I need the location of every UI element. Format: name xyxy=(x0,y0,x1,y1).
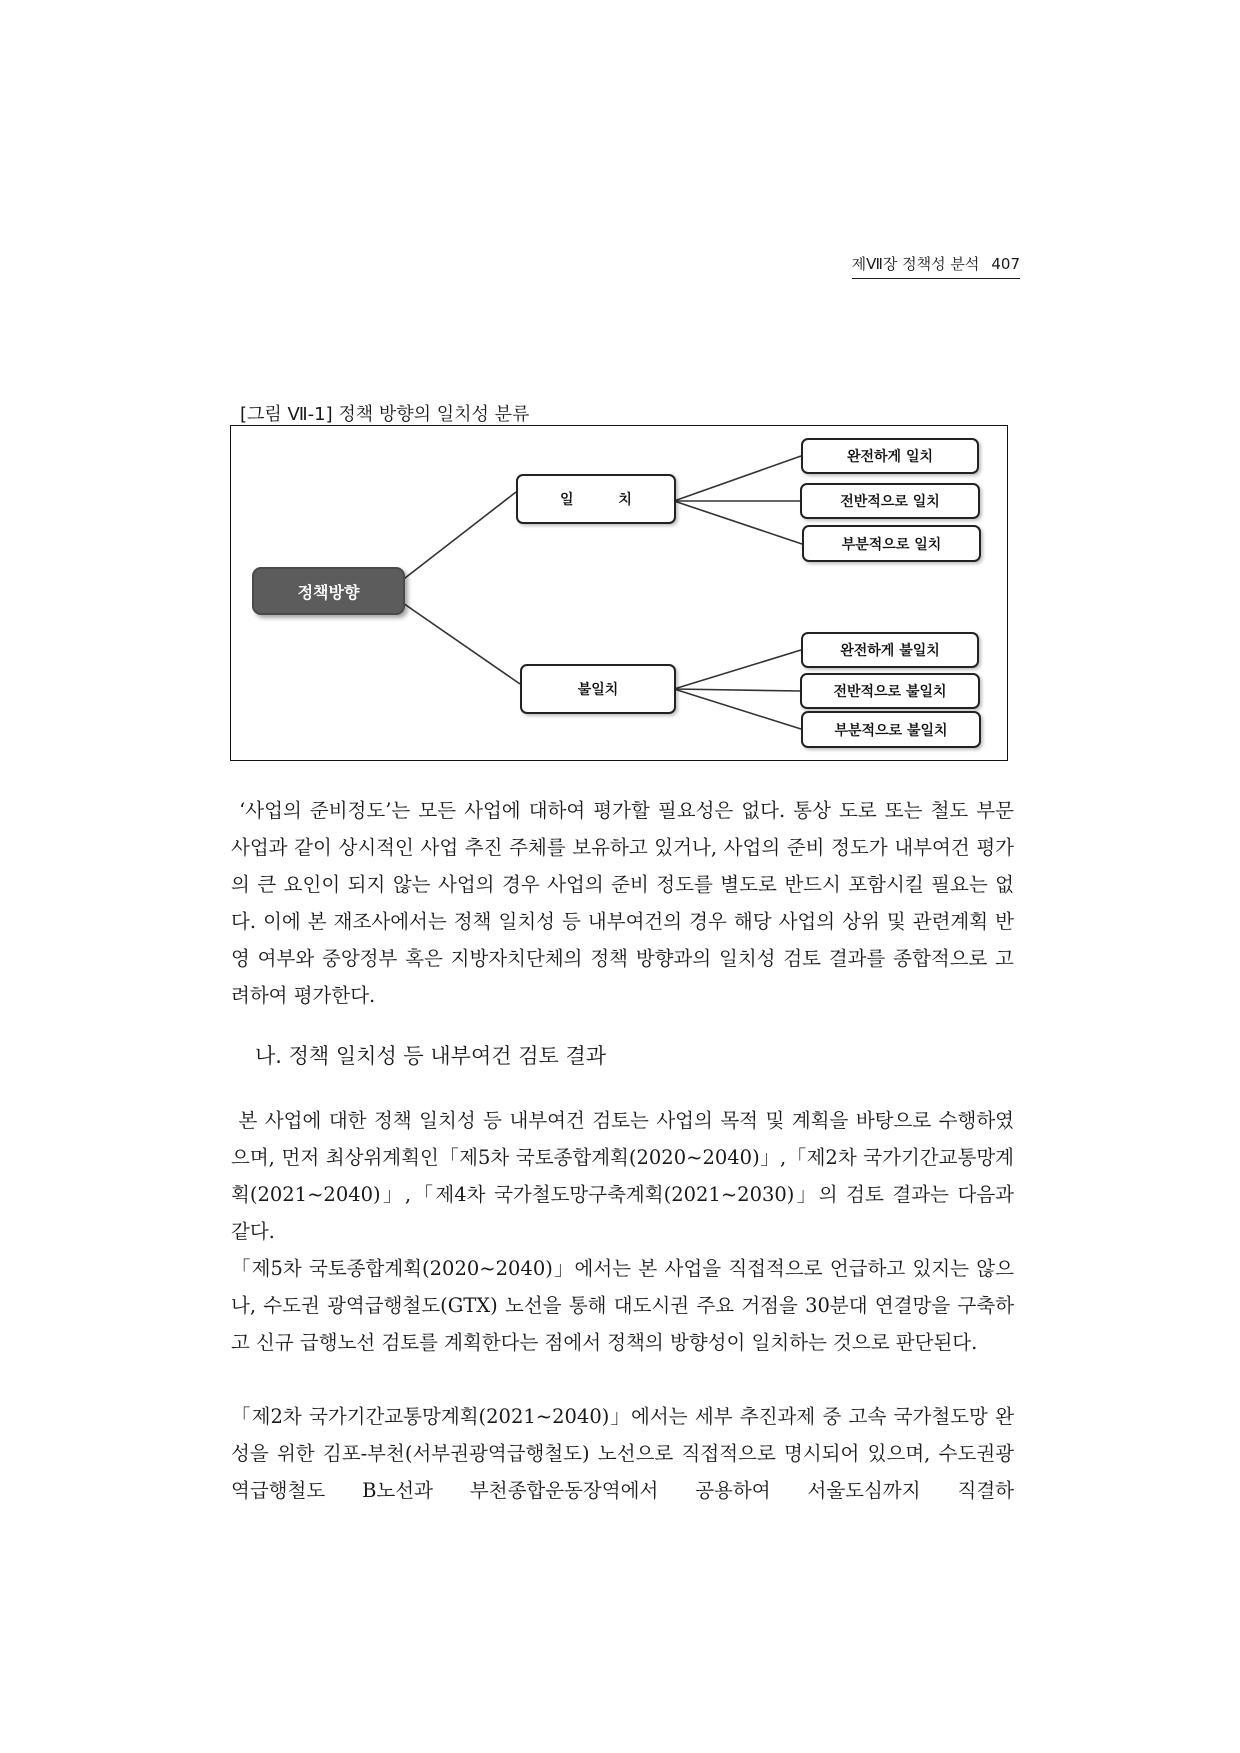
paragraph-review-intro xyxy=(231,1102,1014,1250)
connector-disagree-to-leaf-2 xyxy=(674,689,800,691)
connector-root-to-agree xyxy=(387,492,516,592)
paragraph-text: 「제5차 국토종합계획(2020~2040)」에서는 본 사업을 직접적으로 언급하고 있지는 않으나, 수도권 광역급행철도(GTX) 노선을 통해 대도시권 주요 거점을 30분대 연결망을 구축하고 신규 급행노선 검토를 계획한다는 점에서 정책의 방향성이 일치하는 것으로 판단된다. xyxy=(231,1257,1014,1354)
paragraph-plan-2nd xyxy=(231,1398,1014,1509)
page-number: 407 xyxy=(991,255,1020,273)
section-heading: 나. 정책 일치성 등 내부여건 검토 결과 xyxy=(255,1044,607,1068)
branch-label-agree: 일 치 xyxy=(560,492,652,508)
running-header xyxy=(852,253,1020,279)
leaf-node: 전반적으로 불일치 xyxy=(800,673,980,709)
connector-root-to-disagree xyxy=(387,592,520,684)
root-node: 정책방향 xyxy=(252,567,405,615)
figure-caption: [그림 Ⅶ-1] 정책 방향의 일치성 분류 xyxy=(240,404,530,425)
leaf-node: 전반적으로 일치 xyxy=(800,483,980,519)
leaf-node: 부분적으로 일치 xyxy=(802,525,981,562)
paragraph-text: 「제2차 국가기간교통망계획(2021~2040)」에서는 세부 추진과제 중 고속 국가철도망 완성을 위한 김포-부천(서부권광역급행철도) 노선으로 직접적으로 명시되어 있으며, 수도권광역급행철도 B노선과 부천종합운동장역에서 공용하여 서울도심까지 직결하 xyxy=(231,1405,1014,1502)
leaf-node: 완전하게 일치 xyxy=(801,438,979,474)
branch-label-disagree: 불일치 xyxy=(577,682,619,698)
branch-node-disagree xyxy=(520,664,676,714)
branch-node-agree xyxy=(516,474,676,524)
leaf-node: 완전하게 불일치 xyxy=(801,632,979,668)
paragraph-plan-5th xyxy=(231,1250,1014,1361)
connector-agree-to-leaf-1 xyxy=(674,456,801,501)
connector-disagree-to-leaf-3 xyxy=(674,689,801,729)
paragraph-text: 본 사업에 대한 정책 일치성 등 내부여건 검토는 사업의 목적 및 계획을 바탕으로 수행하였으며, 먼저 최상위계획인「제5차 국토종합계획(2020~2040)」,「제2차 국가기간교통망계획(2021~2040)」,「제4차 국가철도망구축계획(2021~2030)」의 검토 결과는 다음과 같다. xyxy=(231,1109,1014,1243)
paragraph-preparedness xyxy=(231,792,1014,1014)
leaf-node: 부분적으로 불일치 xyxy=(801,711,981,748)
paragraph-text: ‘사업의 준비정도’는 모든 사업에 대하여 평가할 필요성은 없다. 통상 도로 또는 철도 부문 사업과 같이 상시적인 사업 추진 주체를 보유하고 있거나, 사업의 준비 정도가 내부여건 평가의 큰 요인이 되지 않는 사업의 경우 사업의 준비 정도를 별도로 반드시 포함시킬 필요는 없다. 이에 본 재조사에서는 정책 일치성 등 내부여건의 경우 해당 사업의 상위 및 관련계획 반영 여부와 중앙정부 혹은 지방자치단체의 정책 방향과의 일치성 검토 결과를 종합적으로 고려하여 평가한다. xyxy=(231,799,1014,1007)
connector-agree-to-leaf-3 xyxy=(674,501,802,544)
figure-diagram xyxy=(230,425,1008,761)
connector-disagree-to-leaf-1 xyxy=(674,650,801,689)
chapter-title: 제Ⅶ장 정책성 분석 xyxy=(851,255,980,273)
